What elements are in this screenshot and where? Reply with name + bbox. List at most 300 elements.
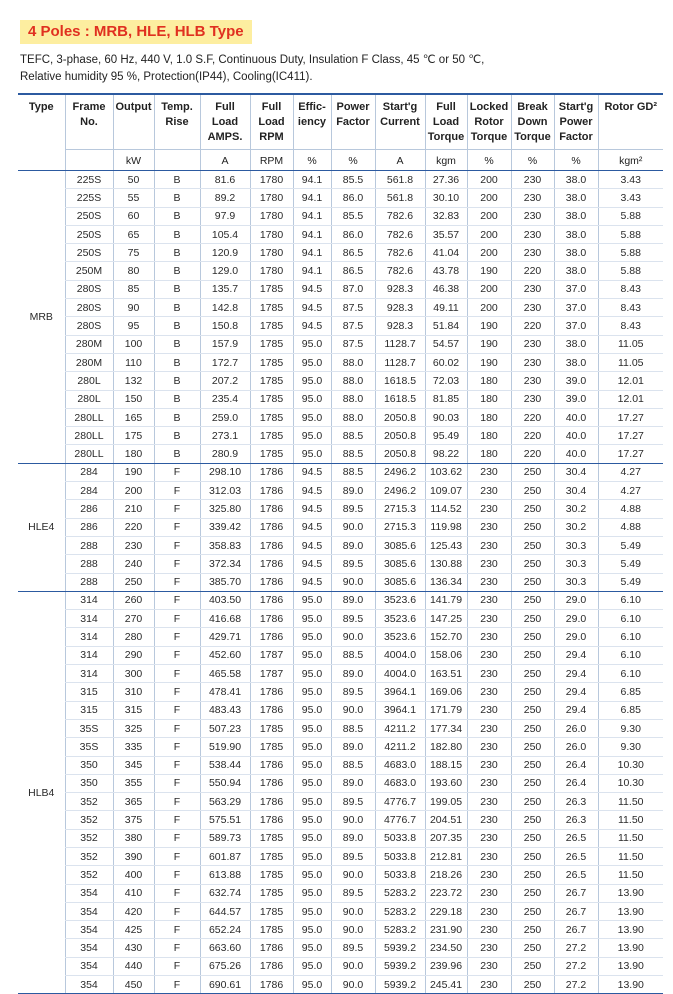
table-cell: 200 xyxy=(467,189,511,207)
table-cell: F xyxy=(154,573,200,591)
table-cell: F xyxy=(154,866,200,884)
table-cell: 230 xyxy=(467,573,511,591)
table-row xyxy=(18,225,663,243)
table-cell: 142.8 xyxy=(200,299,250,317)
table-cell: 663.60 xyxy=(200,939,250,957)
table-cell: 250 xyxy=(511,756,554,774)
table-cell: F xyxy=(154,902,200,920)
table-cell: 89.5 xyxy=(331,610,375,628)
table-cell: 2050.8 xyxy=(375,427,425,445)
table-cell: 3085.6 xyxy=(375,573,425,591)
table-cell: 928.3 xyxy=(375,280,425,298)
table-cell: 3964.1 xyxy=(375,683,425,701)
table-cell: 1780 xyxy=(250,225,293,243)
table-cell: 280S xyxy=(65,317,113,335)
table-cell: 6.10 xyxy=(598,628,663,646)
table-row xyxy=(18,719,663,737)
table-cell: 230 xyxy=(467,555,511,573)
table-cell: 26.7 xyxy=(554,902,598,920)
table-cell: 5033.8 xyxy=(375,829,425,847)
table-cell: 280.9 xyxy=(200,445,250,463)
table-cell: 355 xyxy=(113,774,154,792)
table-cell: 180 xyxy=(467,408,511,426)
table-cell: 11.50 xyxy=(598,866,663,884)
table-cell: 245.41 xyxy=(425,976,467,994)
table-cell: 4004.0 xyxy=(375,665,425,683)
table-cell: 1787 xyxy=(250,665,293,683)
table-cell: 230 xyxy=(467,976,511,994)
table-cell: F xyxy=(154,628,200,646)
table-cell: 26.7 xyxy=(554,884,598,902)
table-cell: F xyxy=(154,536,200,554)
column-unit: A xyxy=(375,150,425,171)
type-cell: MRB xyxy=(18,171,65,464)
table-cell: 86.0 xyxy=(331,225,375,243)
table-cell: 29.0 xyxy=(554,610,598,628)
table-cell: 11.50 xyxy=(598,829,663,847)
table-cell: F xyxy=(154,482,200,500)
column-unit: % xyxy=(293,150,331,171)
table-cell: 158.06 xyxy=(425,646,467,664)
table-cell: 38.0 xyxy=(554,353,598,371)
table-cell: 259.0 xyxy=(200,408,250,426)
table-cell: 220 xyxy=(511,317,554,335)
table-cell: 1785 xyxy=(250,317,293,335)
table-cell: 250 xyxy=(511,665,554,683)
table-cell: 6.10 xyxy=(598,665,663,683)
column-header: Effic- iency xyxy=(293,94,331,150)
table-row xyxy=(18,335,663,353)
table-cell: 250 xyxy=(511,610,554,628)
table-row xyxy=(18,591,663,609)
table-cell: 1786 xyxy=(250,701,293,719)
table-cell: 94.1 xyxy=(293,171,331,189)
table-cell: 5.88 xyxy=(598,244,663,262)
table-cell: 310 xyxy=(113,683,154,701)
table-cell: 230 xyxy=(511,189,554,207)
table-cell: 30.2 xyxy=(554,518,598,536)
table-cell: 1785 xyxy=(250,847,293,865)
table-cell: 95.0 xyxy=(293,829,331,847)
table-cell: 230 xyxy=(467,701,511,719)
table-cell: 230 xyxy=(467,957,511,975)
table-cell: 26.5 xyxy=(554,847,598,865)
table-cell: 220 xyxy=(113,518,154,536)
table-cell: 94.5 xyxy=(293,280,331,298)
table-cell: 3523.6 xyxy=(375,628,425,646)
table-cell: 94.1 xyxy=(293,262,331,280)
table-cell: 589.73 xyxy=(200,829,250,847)
table-cell: B xyxy=(154,445,200,463)
table-cell: 98.22 xyxy=(425,445,467,463)
table-cell: 1618.5 xyxy=(375,390,425,408)
table-cell: 3085.6 xyxy=(375,536,425,554)
table-cell: 230 xyxy=(467,610,511,628)
table-cell: 2715.3 xyxy=(375,500,425,518)
table-row xyxy=(18,793,663,811)
table-row xyxy=(18,189,663,207)
table-row xyxy=(18,555,663,573)
table-cell: 314 xyxy=(65,610,113,628)
table-cell: 314 xyxy=(65,628,113,646)
table-cell: 225S xyxy=(65,189,113,207)
table-cell: 29.0 xyxy=(554,591,598,609)
table-cell: 365 xyxy=(113,793,154,811)
table-cell: 250 xyxy=(511,976,554,994)
page-title: 4 Poles : MRB, HLE, HLB Type xyxy=(20,20,252,44)
table-cell: 5283.2 xyxy=(375,902,425,920)
table-cell: 1786 xyxy=(250,774,293,792)
table-cell: 1785 xyxy=(250,719,293,737)
table-cell: 86.0 xyxy=(331,189,375,207)
table-cell: 88.0 xyxy=(331,390,375,408)
table-cell: 250 xyxy=(511,500,554,518)
table-cell: 223.72 xyxy=(425,884,467,902)
table-row xyxy=(18,628,663,646)
table-cell: 230 xyxy=(467,628,511,646)
table-cell: F xyxy=(154,921,200,939)
table-cell: 250 xyxy=(511,957,554,975)
table-cell: 89.0 xyxy=(331,536,375,554)
table-cell: 4211.2 xyxy=(375,719,425,737)
table-cell: 280S xyxy=(65,280,113,298)
table-cell: 212.81 xyxy=(425,847,467,865)
table-cell: 1780 xyxy=(250,262,293,280)
table-cell: B xyxy=(154,427,200,445)
table-cell: 230 xyxy=(511,390,554,408)
table-cell: 26.4 xyxy=(554,774,598,792)
table-cell: 314 xyxy=(65,646,113,664)
table-cell: 1786 xyxy=(250,573,293,591)
table-cell: 199.05 xyxy=(425,793,467,811)
table-cell: 200 xyxy=(467,225,511,243)
table-cell: 152.70 xyxy=(425,628,467,646)
table-cell: 250 xyxy=(511,536,554,554)
table-cell: 9.30 xyxy=(598,719,663,737)
table-cell: 250 xyxy=(511,701,554,719)
table-cell: 190 xyxy=(467,262,511,280)
table-cell: 561.8 xyxy=(375,171,425,189)
table-cell: 380 xyxy=(113,829,154,847)
table-cell: 1785 xyxy=(250,372,293,390)
table-cell: 1785 xyxy=(250,280,293,298)
table-cell: 95.49 xyxy=(425,427,467,445)
table-cell: 26.3 xyxy=(554,811,598,829)
table-cell: 13.90 xyxy=(598,957,663,975)
table-cell: 230 xyxy=(467,939,511,957)
table-cell: 429.71 xyxy=(200,628,250,646)
table-cell: 1785 xyxy=(250,408,293,426)
column-unit xyxy=(154,150,200,171)
table-cell: 507.23 xyxy=(200,719,250,737)
table-cell: 94.5 xyxy=(293,500,331,518)
table-cell: 3964.1 xyxy=(375,701,425,719)
table-cell: 90 xyxy=(113,299,154,317)
table-cell: 95.0 xyxy=(293,610,331,628)
table-cell: 561.8 xyxy=(375,189,425,207)
table-cell: 652.24 xyxy=(200,921,250,939)
table-cell: 400 xyxy=(113,866,154,884)
table-row xyxy=(18,774,663,792)
table-cell: 230 xyxy=(511,280,554,298)
table-cell: 38.0 xyxy=(554,225,598,243)
table-cell: 85.5 xyxy=(331,171,375,189)
table-cell: 230 xyxy=(467,738,511,756)
table-cell: 1780 xyxy=(250,189,293,207)
table-cell: 163.51 xyxy=(425,665,467,683)
table-cell: 290 xyxy=(113,646,154,664)
table-cell: 35S xyxy=(65,719,113,737)
table-cell: 250 xyxy=(511,811,554,829)
table-cell: 88.5 xyxy=(331,756,375,774)
table-row xyxy=(18,573,663,591)
table-cell: 5033.8 xyxy=(375,847,425,865)
table-cell: 239.96 xyxy=(425,957,467,975)
table-cell: 2050.8 xyxy=(375,445,425,463)
table-cell: 95.0 xyxy=(293,793,331,811)
table-cell: 172.7 xyxy=(200,353,250,371)
table-cell: 230 xyxy=(467,847,511,865)
table-cell: 38.0 xyxy=(554,189,598,207)
table-cell: B xyxy=(154,299,200,317)
table-cell: F xyxy=(154,976,200,994)
table-cell: 87.5 xyxy=(331,335,375,353)
table-cell: 81.6 xyxy=(200,171,250,189)
table-cell: 200 xyxy=(467,244,511,262)
table-cell: 230 xyxy=(467,921,511,939)
table-cell: 12.01 xyxy=(598,372,663,390)
table-cell: 450 xyxy=(113,976,154,994)
table-cell: 180 xyxy=(467,390,511,408)
table-cell: 483.43 xyxy=(200,701,250,719)
table-cell: F xyxy=(154,610,200,628)
table-cell: 89.0 xyxy=(331,774,375,792)
table-cell: 190 xyxy=(467,317,511,335)
table-cell: 250M xyxy=(65,262,113,280)
table-cell: 30.10 xyxy=(425,189,467,207)
description-line-1: TEFC, 3-phase, 60 Hz, 440 V, 1.0 S.F, Continuous Duty, Insulation F Class, 45 ℃ or 50 ℃, xyxy=(20,54,485,66)
table-cell: 30.2 xyxy=(554,500,598,518)
table-cell: B xyxy=(154,262,200,280)
table-cell: 250 xyxy=(511,847,554,865)
table-cell: 250 xyxy=(511,482,554,500)
table-cell: 4.88 xyxy=(598,518,663,536)
table-cell: 182.80 xyxy=(425,738,467,756)
table-cell: F xyxy=(154,829,200,847)
table-cell: 41.04 xyxy=(425,244,467,262)
table-cell: 315 xyxy=(65,701,113,719)
table-cell: 49.11 xyxy=(425,299,467,317)
table-cell: 273.1 xyxy=(200,427,250,445)
table-cell: 270 xyxy=(113,610,154,628)
table-cell: 30.3 xyxy=(554,555,598,573)
table-cell: 94.5 xyxy=(293,482,331,500)
table-cell: 416.68 xyxy=(200,610,250,628)
table-cell: 250 xyxy=(511,573,554,591)
table-cell: 200 xyxy=(467,171,511,189)
table-cell: B xyxy=(154,408,200,426)
table-cell: 94.5 xyxy=(293,317,331,335)
table-cell: 95.0 xyxy=(293,756,331,774)
table-cell: 94.1 xyxy=(293,207,331,225)
table-cell: 11.05 xyxy=(598,353,663,371)
table-cell: 105.4 xyxy=(200,225,250,243)
column-unit: % xyxy=(467,150,511,171)
table-cell: 129.0 xyxy=(200,262,250,280)
table-cell: F xyxy=(154,555,200,573)
table-cell: 90.0 xyxy=(331,866,375,884)
table-cell: 150 xyxy=(113,390,154,408)
table-cell: 339.42 xyxy=(200,518,250,536)
table-cell: 4.27 xyxy=(598,482,663,500)
table-cell: 13.90 xyxy=(598,902,663,920)
table-row xyxy=(18,317,663,335)
table-cell: 132 xyxy=(113,372,154,390)
table-cell: 89.5 xyxy=(331,500,375,518)
table-cell: 29.4 xyxy=(554,701,598,719)
table-cell: 95.0 xyxy=(293,591,331,609)
column-header: Start'g Power Factor xyxy=(554,94,598,150)
table-cell: B xyxy=(154,225,200,243)
table-cell: 39.0 xyxy=(554,390,598,408)
table-cell: 136.34 xyxy=(425,573,467,591)
table-cell: 190 xyxy=(467,335,511,353)
table-cell: 250 xyxy=(511,774,554,792)
table-cell: 230 xyxy=(511,225,554,243)
table-cell: 452.60 xyxy=(200,646,250,664)
table-row xyxy=(18,353,663,371)
table-cell: 1785 xyxy=(250,353,293,371)
table-cell: 4.27 xyxy=(598,463,663,481)
table-cell: 314 xyxy=(65,591,113,609)
table-row xyxy=(18,738,663,756)
table-row xyxy=(18,427,663,445)
table-cell: 782.6 xyxy=(375,244,425,262)
table-cell: 6.10 xyxy=(598,591,663,609)
table-cell: 335 xyxy=(113,738,154,756)
table-cell: 94.5 xyxy=(293,555,331,573)
table-cell: 88.0 xyxy=(331,372,375,390)
table-cell: 250 xyxy=(511,829,554,847)
table-cell: 1786 xyxy=(250,683,293,701)
table-cell: 220 xyxy=(511,445,554,463)
table-cell: 519.90 xyxy=(200,738,250,756)
table-cell: 250 xyxy=(511,719,554,737)
table-cell: 1787 xyxy=(250,646,293,664)
table-cell: 95.0 xyxy=(293,701,331,719)
table-row xyxy=(18,811,663,829)
table-cell: 225S xyxy=(65,171,113,189)
table-cell: F xyxy=(154,939,200,957)
table-cell: 4776.7 xyxy=(375,811,425,829)
table-cell: 90.03 xyxy=(425,408,467,426)
table-cell: 95.0 xyxy=(293,353,331,371)
table-cell: 26.7 xyxy=(554,921,598,939)
table-row xyxy=(18,408,663,426)
table-cell: B xyxy=(154,372,200,390)
table-cell: 188.15 xyxy=(425,756,467,774)
table-cell: B xyxy=(154,390,200,408)
column-unit: kgm² xyxy=(598,150,663,171)
table-cell: 13.90 xyxy=(598,939,663,957)
table-cell: 26.5 xyxy=(554,866,598,884)
table-cell: 8.43 xyxy=(598,299,663,317)
table-cell: B xyxy=(154,280,200,298)
table-cell: 782.6 xyxy=(375,262,425,280)
table-cell: 171.79 xyxy=(425,701,467,719)
table-cell: 250 xyxy=(511,555,554,573)
column-unit: % xyxy=(331,150,375,171)
table-cell: 5.88 xyxy=(598,262,663,280)
table-cell: 325 xyxy=(113,719,154,737)
table-cell: 37.0 xyxy=(554,280,598,298)
table-cell: 26.3 xyxy=(554,793,598,811)
table-cell: 928.3 xyxy=(375,299,425,317)
table-cell: 286 xyxy=(65,518,113,536)
table-cell: 60.02 xyxy=(425,353,467,371)
column-header: Temp. Rise xyxy=(154,94,200,150)
table-cell: 250 xyxy=(511,463,554,481)
table-cell: 89.5 xyxy=(331,683,375,701)
table-cell: 425 xyxy=(113,921,154,939)
table-cell: 95.0 xyxy=(293,902,331,920)
table-cell: 2050.8 xyxy=(375,408,425,426)
table-cell: 46.38 xyxy=(425,280,467,298)
table-cell: B xyxy=(154,335,200,353)
table-cell: 17.27 xyxy=(598,445,663,463)
table-row xyxy=(18,299,663,317)
table-cell: 38.0 xyxy=(554,207,598,225)
table-cell: 90.0 xyxy=(331,957,375,975)
table-cell: 5.49 xyxy=(598,573,663,591)
table-cell: 230 xyxy=(511,171,554,189)
table-cell: 4211.2 xyxy=(375,738,425,756)
table-cell: 352 xyxy=(65,866,113,884)
table-cell: B xyxy=(154,207,200,225)
table-row xyxy=(18,665,663,683)
table-cell: 200 xyxy=(467,207,511,225)
table-cell: 1786 xyxy=(250,463,293,481)
table-cell: 141.79 xyxy=(425,591,467,609)
table-cell: 315 xyxy=(65,683,113,701)
table-cell: 37.0 xyxy=(554,299,598,317)
table-cell: 358.83 xyxy=(200,536,250,554)
column-unit xyxy=(65,150,113,171)
table-cell: 3523.6 xyxy=(375,610,425,628)
table-cell: 17.27 xyxy=(598,408,663,426)
table-cell: F xyxy=(154,500,200,518)
table-cell: 95.0 xyxy=(293,445,331,463)
table-cell: B xyxy=(154,317,200,335)
table-cell: 75 xyxy=(113,244,154,262)
table-cell: 190 xyxy=(113,463,154,481)
table-cell: 165 xyxy=(113,408,154,426)
table-cell: 6.85 xyxy=(598,701,663,719)
table-row xyxy=(18,536,663,554)
table-cell: 230 xyxy=(467,719,511,737)
type-cell: HLE4 xyxy=(18,463,65,591)
column-header: Full Load Torque xyxy=(425,94,467,150)
table-cell: 94.1 xyxy=(293,225,331,243)
table-cell: 314 xyxy=(65,665,113,683)
column-header: Rotor GD² xyxy=(598,94,663,150)
table-cell: 11.50 xyxy=(598,847,663,865)
table-cell: 5939.2 xyxy=(375,976,425,994)
table-cell: 40.0 xyxy=(554,427,598,445)
table-cell: 250 xyxy=(511,902,554,920)
table-cell: B xyxy=(154,244,200,262)
table-cell: 280 xyxy=(113,628,154,646)
